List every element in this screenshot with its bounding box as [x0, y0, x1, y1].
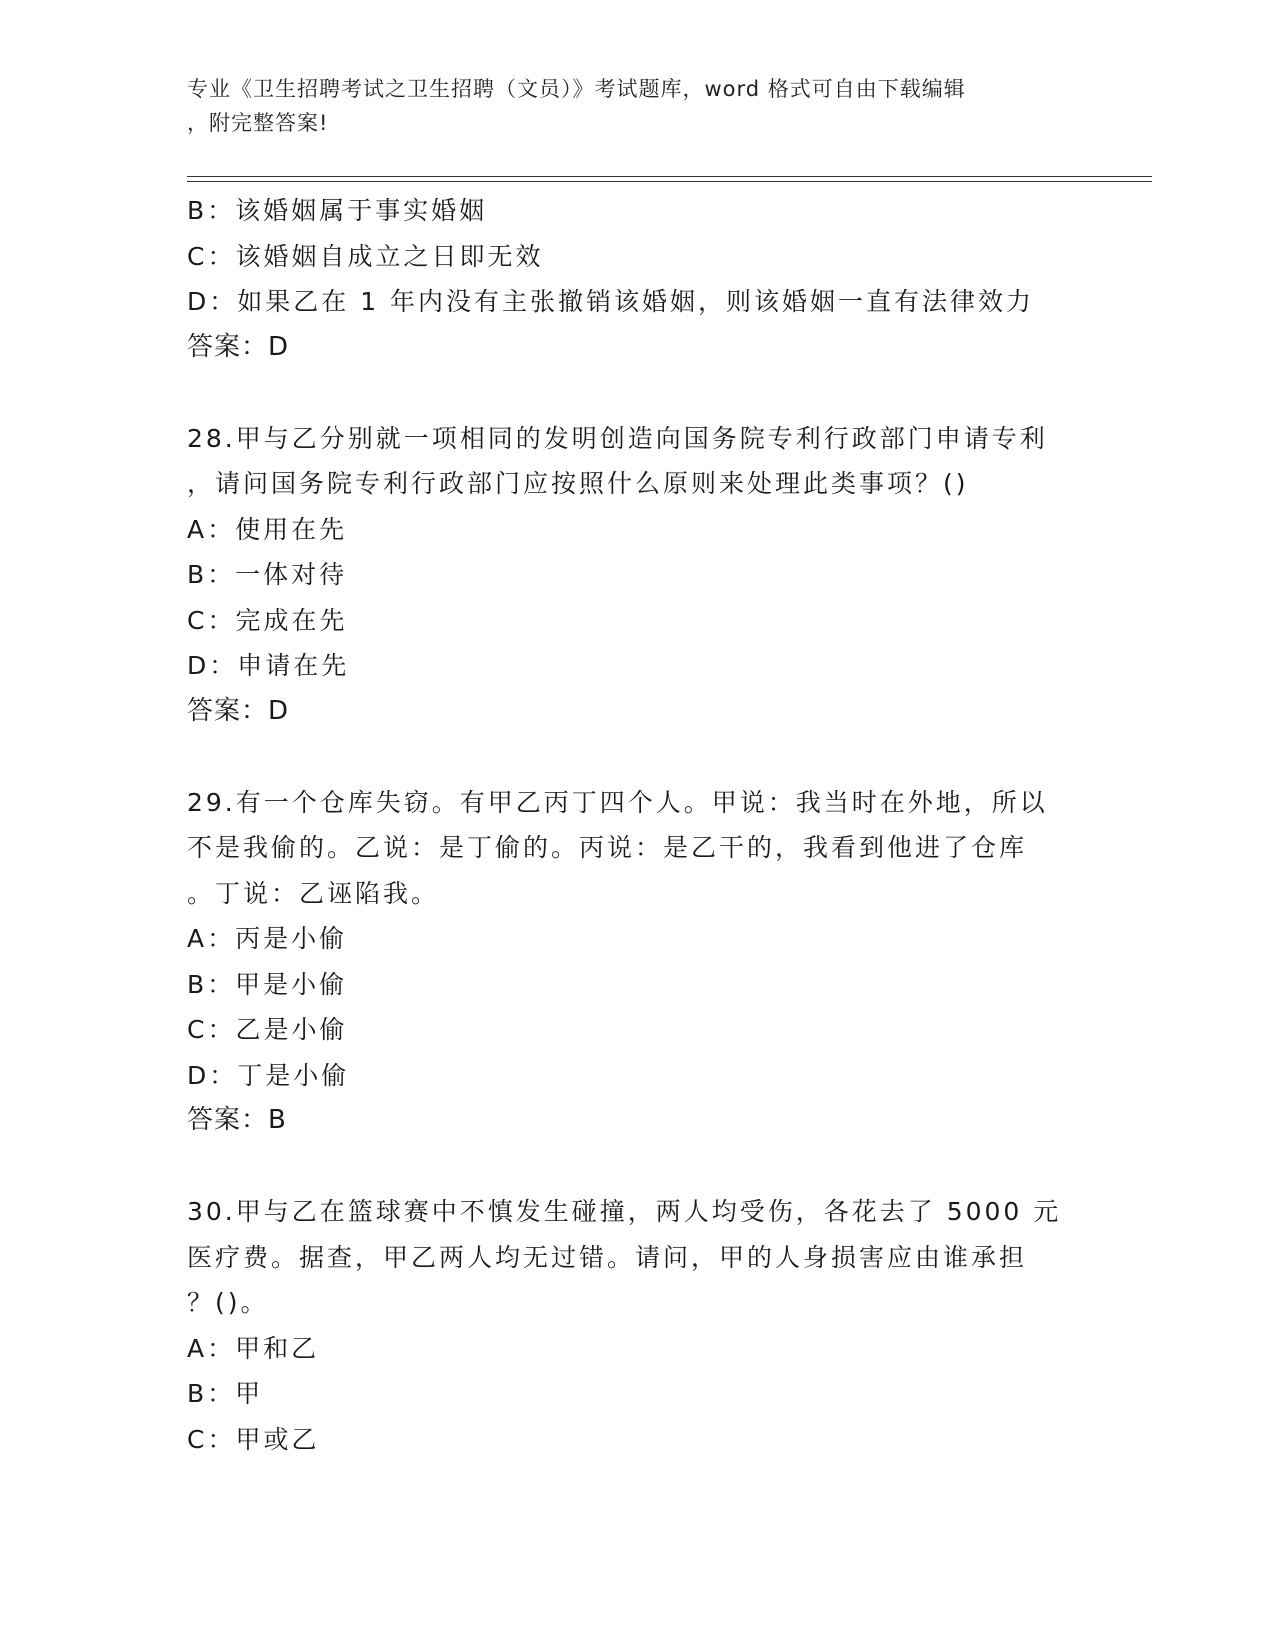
header-rule-top [187, 176, 1152, 177]
spacer [187, 1144, 1087, 1190]
answer-line: 答案：D [187, 695, 290, 726]
question-stem-line: 30.甲与乙在篮球赛中不慎发生碰撞，两人均受伤，各花去了 5000 元 [187, 1197, 1062, 1226]
question-stem-line: ？()。 [187, 1288, 269, 1317]
option-c: C：完成在先 [187, 605, 348, 635]
option-b: B：甲 [187, 1379, 264, 1408]
option-c: C：乙是小偷 [187, 1015, 348, 1044]
option-b: B：甲是小偷 [187, 969, 348, 999]
option-b: B：该婚姻属于事实婚姻 [187, 196, 488, 225]
question-29 [187, 780, 1087, 1144]
option-c: C：该婚姻自成立之日即无效 [187, 241, 544, 271]
option-b: B：一体对待 [187, 560, 348, 589]
option-a: A：甲和乙 [187, 1333, 320, 1363]
option-c: C：甲或乙 [187, 1424, 320, 1454]
option-d: D：丁是小偷 [187, 1060, 350, 1090]
header-line-1: 专业《卫生招聘考试之卫生招聘（文员）》考试题库，word 格式可自由下载编辑 [187, 77, 966, 101]
header-line-2: ，附完整答案! [187, 111, 329, 135]
question-stem-line: 28.甲与乙分别就一项相同的发明创造向国务院专利行政部门申请专利 [187, 423, 1048, 453]
answer-line: 答案：D [187, 331, 290, 362]
question-stem-line: 医疗费。据查，甲乙两人均无过错。请问，甲的人身损害应由谁承担 [187, 1242, 1028, 1272]
question-27-tail [187, 188, 1087, 370]
spacer [187, 370, 1087, 416]
page-header [187, 72, 1087, 140]
question-stem-line: 不是我偷的。乙说：是丁偷的。丙说：是乙干的，我看到他进了仓库 [187, 833, 1028, 862]
question-stem-line: 。丁说：乙诬陷我。 [187, 878, 440, 908]
question-stem-line: ，请问国务院专利行政部门应按照什么原则来处理此类事项？() [187, 469, 969, 498]
spacer [187, 734, 1087, 780]
option-a: A：使用在先 [187, 514, 348, 544]
question-28 [187, 416, 1087, 735]
option-d: D：如果乙在 1 年内没有主张撤销该婚姻，则该婚姻一直有法律效力 [187, 287, 1035, 316]
header-rule-bottom [187, 181, 1152, 182]
option-d: D：申请在先 [187, 651, 350, 680]
answer-line: 答案：B [187, 1105, 287, 1135]
question-30 [187, 1189, 1087, 1462]
question-stem-line: 29.有一个仓库失窃。有甲乙丙丁四个人。甲说：我当时在外地，所以 [187, 787, 1048, 817]
question-list [187, 188, 1087, 1462]
option-a: A：丙是小偷 [187, 924, 348, 953]
